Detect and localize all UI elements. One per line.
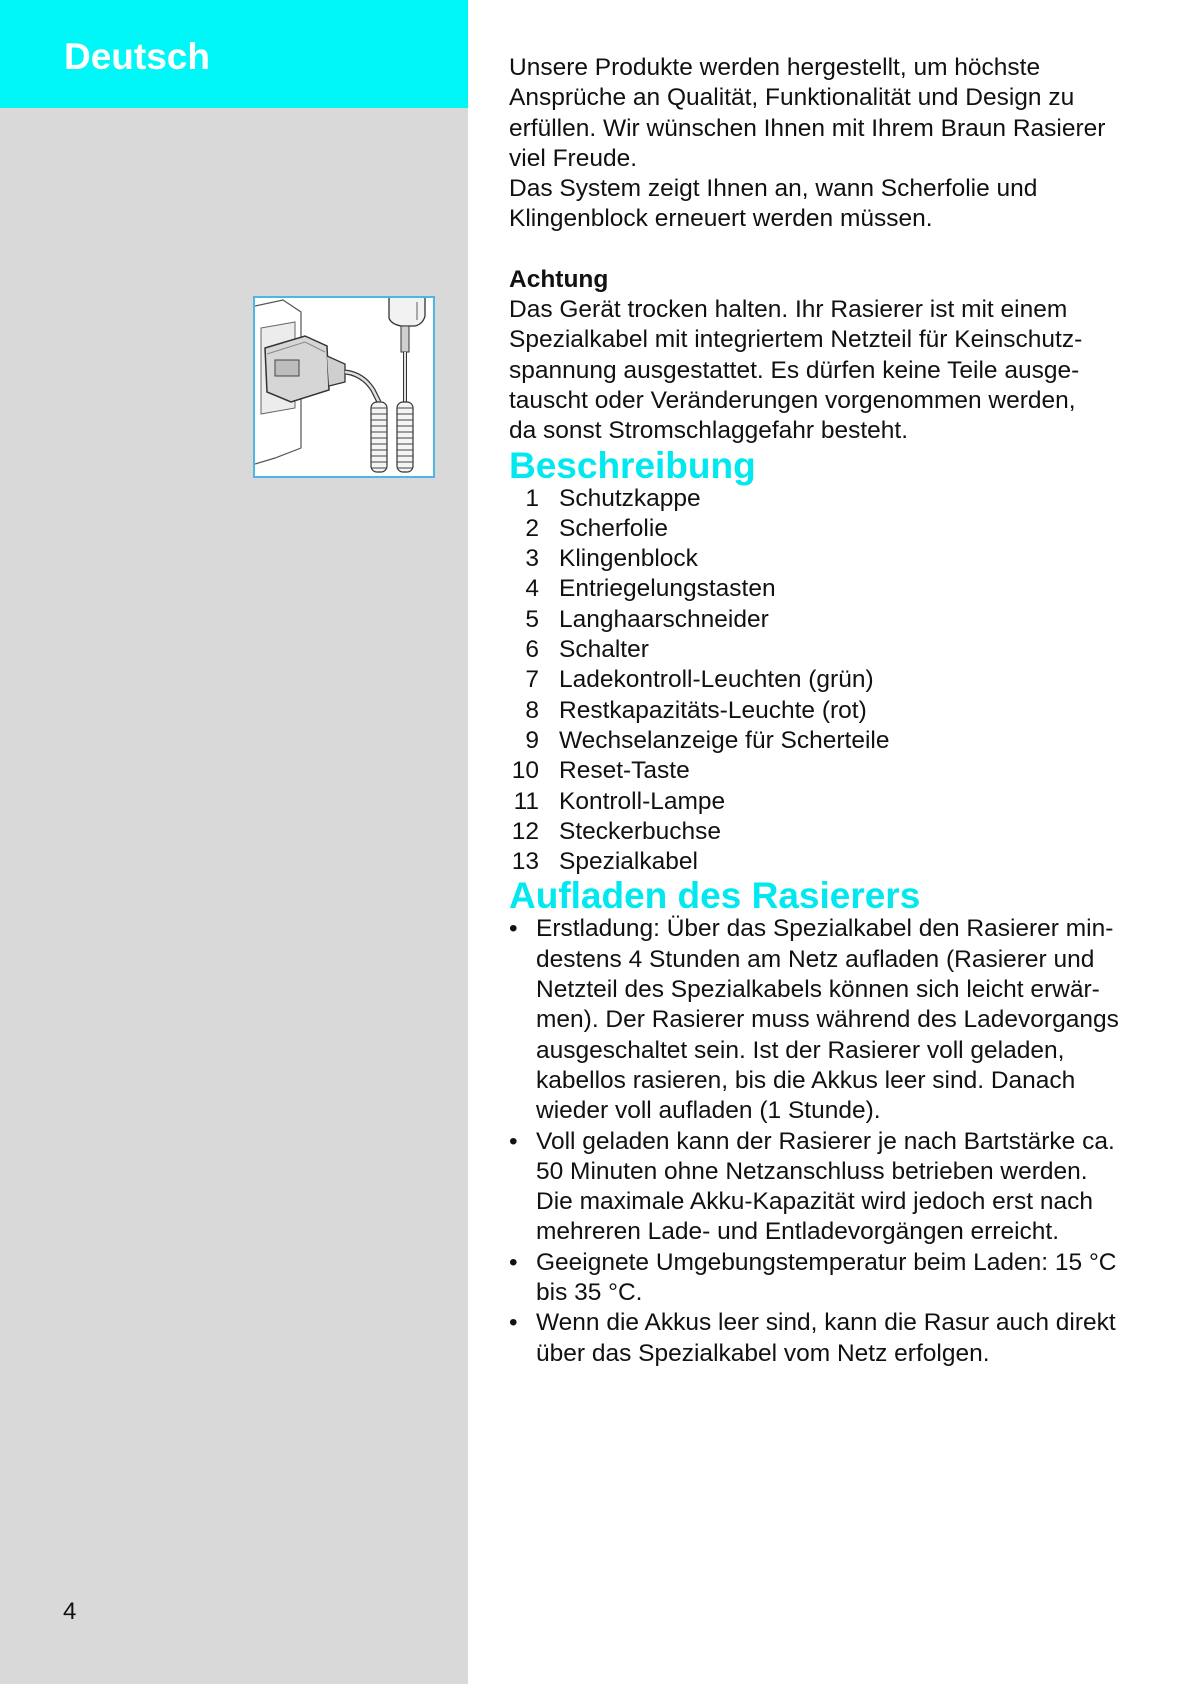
parts-list — [509, 484, 1159, 878]
bullet-line: mehreren Lade- und Entladevorgängen erreicht. — [536, 1218, 1060, 1246]
bullet-line: wieder voll aufladen (1 Stunde). — [536, 1097, 881, 1125]
bullet-item — [509, 1127, 1159, 1248]
language-tab — [0, 0, 468, 108]
intro-line: Unsere Produkte werden hergestellt, um höchste — [509, 54, 1041, 81]
item-number: 3 — [525, 545, 539, 573]
item-label: Scherfolie — [559, 514, 668, 542]
item-number: 13 — [511, 848, 539, 876]
charging-bullets — [509, 914, 1159, 1368]
list-item — [509, 544, 1159, 574]
sidebar — [0, 0, 468, 1684]
item-number: 11 — [513, 787, 539, 815]
list-item — [509, 665, 1159, 695]
item-number: 4 — [525, 575, 539, 603]
intro-line: Das System zeigt Ihnen an, wann Scherfolie und — [509, 175, 1038, 203]
item-label: Schalter — [559, 636, 649, 664]
item-number: 7 — [525, 666, 539, 694]
item-label: Langhaarschneider — [559, 605, 769, 633]
bullet-line: ausgeschaltet sein. Ist der Rasierer voll geladen, — [536, 1036, 1065, 1064]
list-item — [509, 787, 1159, 817]
bullet-line: Wenn die Akkus leer sind, kann die Rasur auch direkt — [536, 1309, 1116, 1337]
item-number: 1 — [525, 484, 539, 512]
bullet-icon: • — [509, 1127, 518, 1155]
list-item — [509, 756, 1159, 786]
bullet-line: bis 35 °C. — [536, 1278, 643, 1306]
item-label: Ladekontroll-Leuchten (grün) — [559, 666, 874, 694]
item-label: Kontroll-Lampe — [559, 787, 726, 815]
bullet-line: men). Der Rasierer muss während des Ladevorgangs — [536, 1006, 1119, 1034]
bullet-line: über das Spezialkabel vom Netz erfolgen. — [536, 1339, 990, 1367]
warning-line: tauscht oder Veränderungen vorgenommen werden, — [509, 386, 1076, 414]
language-title: Deutsch — [64, 36, 210, 77]
warning-line: spannung ausgestattet. Es dürfen keine Teile ausge- — [509, 356, 1080, 384]
item-label: Wechselanzeige für Scherteile — [559, 726, 890, 754]
list-item — [509, 574, 1159, 604]
item-number: 8 — [525, 696, 539, 724]
item-number: 10 — [511, 757, 539, 785]
bullet-line: Netzteil des Spezialkabels können sich leicht erwär- — [536, 976, 1100, 1004]
item-number: 6 — [525, 636, 539, 664]
item-label: Reset-Taste — [559, 757, 690, 785]
bullet-item — [509, 1248, 1159, 1309]
item-label: Steckerbuchse — [559, 817, 722, 845]
list-item — [509, 696, 1159, 726]
bullet-line: kabellos rasieren, bis die Akkus leer sind. Danach — [536, 1066, 1076, 1094]
list-item — [509, 726, 1159, 756]
bullet-line: destens 4 Stunden am Netz aufladen (Rasierer und — [536, 945, 1095, 973]
item-label: Schutzkappe — [559, 484, 701, 512]
list-item — [509, 635, 1159, 665]
item-number: 5 — [525, 605, 539, 633]
bullet-icon: • — [509, 1309, 518, 1337]
charging-heading: Aufladen des Rasierers — [509, 875, 921, 917]
item-number: 12 — [511, 817, 539, 845]
intro-line: erfüllen. Wir wünschen Ihnen mit Ihrem Braun Rasierer — [509, 114, 1106, 142]
plug-socket-icon — [255, 298, 433, 476]
bullet-line: Die maximale Akku-Kapazität wird jedoch erst nach — [536, 1188, 1093, 1216]
bullet-item — [509, 1308, 1159, 1369]
description-heading: Beschreibung — [509, 444, 756, 486]
bullet-line: 50 Minuten ohne Netzanschluss betrieben werden. — [536, 1157, 1088, 1185]
warning-line: Spezialkabel mit integriertem Netzteil für Keinschutz- — [509, 326, 1083, 354]
bullet-line: Geeignete Umgebungstemperatur beim Laden: 15 °C — [536, 1248, 1117, 1276]
bullet-line: Voll geladen kann der Rasierer je nach Bartstärke ca. — [536, 1127, 1115, 1155]
list-item — [509, 484, 1159, 514]
intro-paragraph — [509, 53, 1159, 235]
item-label: Entriegelungstasten — [559, 575, 776, 603]
intro-line: Ansprüche an Qualität, Funktionalität und Design zu — [509, 84, 1075, 112]
bullet-icon: • — [509, 915, 518, 943]
list-item — [509, 847, 1159, 877]
intro-line: viel Freude. — [509, 144, 638, 172]
item-label: Klingenblock — [559, 545, 698, 573]
warning-line: Das Gerät trocken halten. Ihr Rasierer ist mit einem — [509, 296, 1068, 324]
item-number: 9 — [525, 726, 539, 754]
page-number: 4 — [63, 1598, 77, 1625]
list-item — [509, 605, 1159, 635]
item-number: 2 — [525, 514, 539, 542]
bullet-item — [509, 914, 1159, 1126]
item-label: Spezialkabel — [559, 848, 698, 876]
warning-title: Achtung — [509, 265, 609, 293]
warning-line: da sonst Stromschlaggefahr besteht. — [509, 417, 909, 445]
bullet-line: Erstladung: Über das Spezialkabel den Rasierer min- — [536, 915, 1114, 943]
main-content — [509, 53, 1159, 1369]
bullet-icon: • — [509, 1248, 518, 1276]
list-item — [509, 817, 1159, 847]
plug-cable-illustration — [253, 296, 435, 478]
warning-section — [509, 265, 1159, 447]
intro-line: Klingenblock erneuert werden müssen. — [509, 205, 933, 233]
list-item — [509, 514, 1159, 544]
item-label: Restkapazitäts-Leuchte (rot) — [559, 696, 867, 724]
